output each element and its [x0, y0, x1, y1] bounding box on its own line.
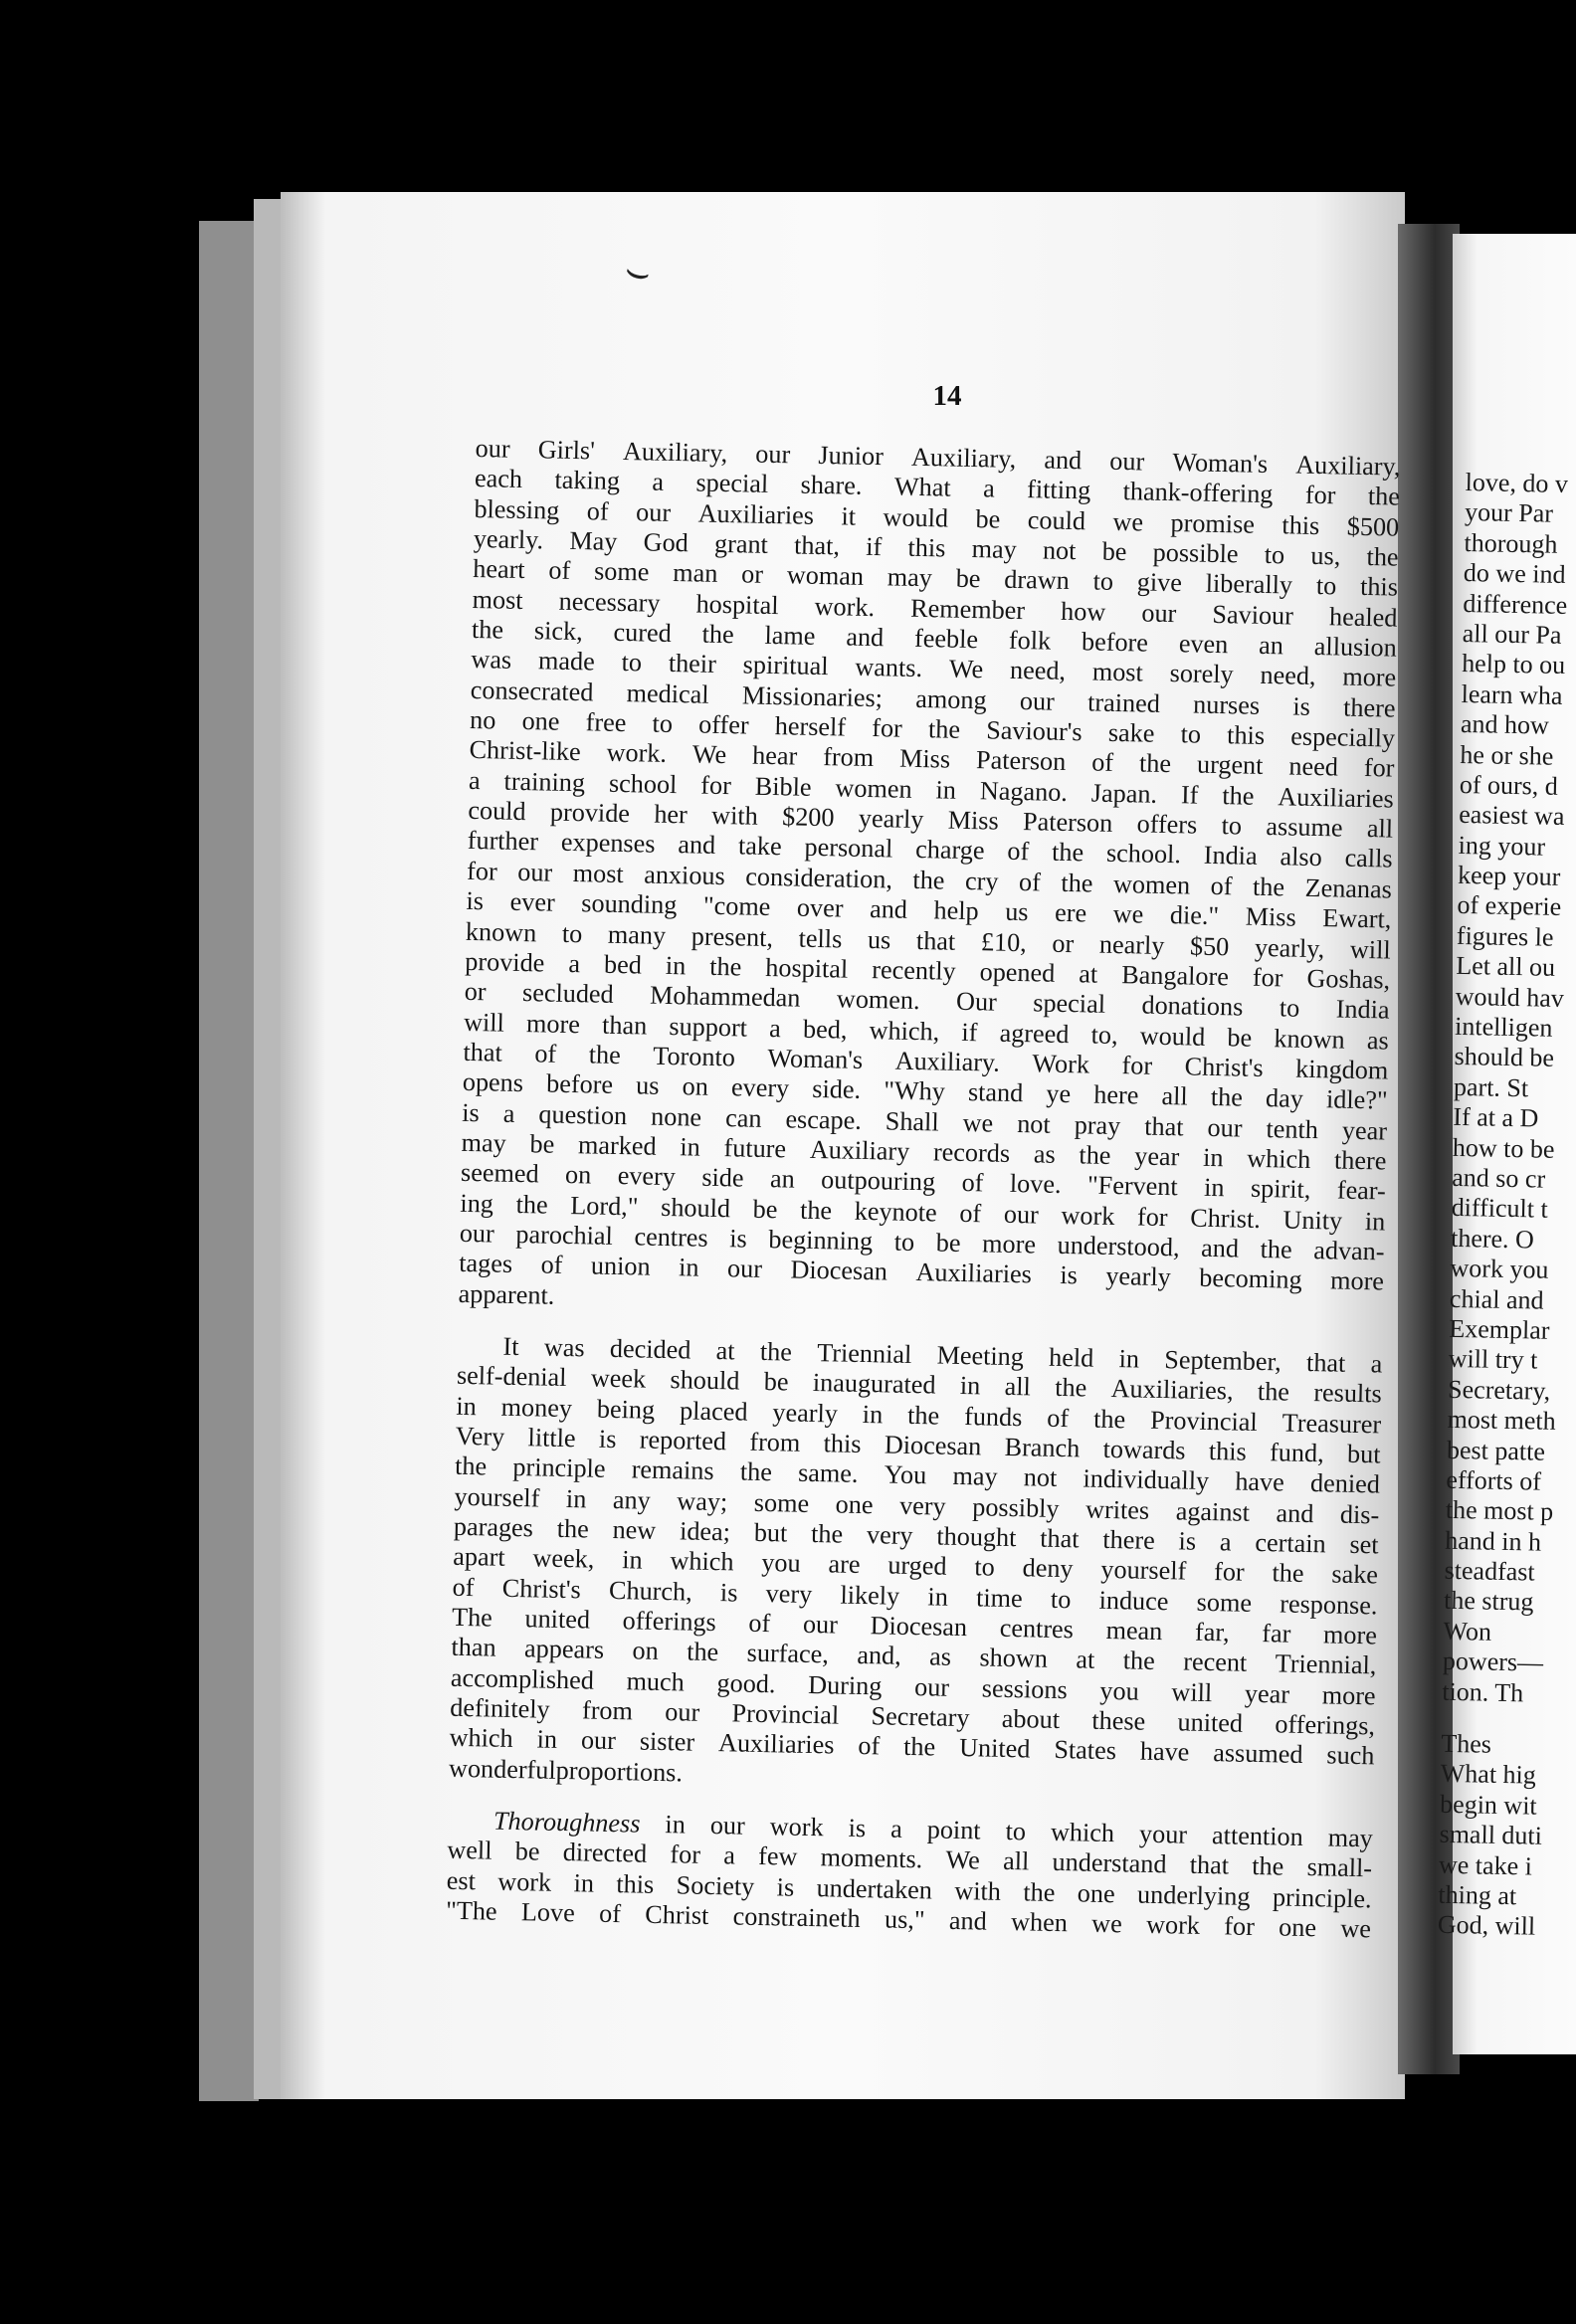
facing-page-line: Thes: [1441, 1728, 1492, 1759]
facing-page-line: Won: [1443, 1616, 1492, 1646]
text-line: our Girls' Auxiliary, our Junior Auxiliary, and our Woman's Auxiliary,: [475, 434, 1401, 482]
facing-page-line: keep your: [1457, 861, 1561, 891]
text-line: accomplished much good. During our sessions you will year more: [450, 1662, 1376, 1711]
facing-page-line: best patte: [1446, 1435, 1546, 1466]
text-line: a training school for Bible women in Nagano. Japan. If the Auxiliaries: [468, 765, 1395, 814]
page-body-text: [446, 434, 1401, 1945]
text-line: is ever sounding "come over and help us ere we die." Miss Ewart,: [466, 886, 1392, 934]
facing-page-line: should be: [1454, 1042, 1555, 1073]
page-stack-edge: [199, 221, 259, 2101]
text-line: seemed on every side an outpouring of love. "Fervent in spirit, fear-: [460, 1158, 1387, 1206]
text-line: Very little is reported from this Diocesan Branch towards this fund, but: [455, 1421, 1381, 1469]
facing-page-line: ing your: [1458, 830, 1546, 862]
text-line: in money being placed yearly in the funds of the Provincial Treasurer: [456, 1391, 1382, 1440]
facing-page-line: thing at: [1438, 1879, 1517, 1911]
text-line: which in our sister Auxiliaries of the United States have assumed such: [449, 1723, 1375, 1771]
facing-page-line: love, do v: [1465, 468, 1569, 498]
facing-page-line: difference: [1463, 588, 1568, 620]
facing-page-line: all our Pa: [1462, 618, 1562, 650]
facing-page-line: Secretary,: [1447, 1374, 1551, 1406]
facing-page-line: the strug: [1443, 1586, 1534, 1617]
facing-page-line: intelligen: [1454, 1011, 1553, 1043]
facing-page-line: efforts of: [1446, 1464, 1542, 1496]
facing-page-line: If at a D: [1453, 1102, 1539, 1133]
text-line: our parochial centres is beginning to be more understood, and the advan-: [459, 1218, 1385, 1266]
text-line: yourself in any way; some one very possibly writes against and dis-: [454, 1481, 1380, 1530]
text-line: will more than support a bed, which, if agreed to, would be known as: [463, 1007, 1390, 1056]
facing-page-line: of ours, d: [1459, 769, 1559, 801]
text-line: for our most anxious consideration, the cry of the women of the Zenanas: [466, 856, 1393, 904]
text-line: no one free to offer herself for the Saviour's sake to this especially: [469, 705, 1396, 753]
text-line: wonderful proportions.: [448, 1753, 684, 1788]
facing-page-line: hand in h: [1445, 1525, 1542, 1557]
pencil-mark: ⌣: [619, 246, 657, 297]
text-line: further expenses and take personal charge of the school. India also calls: [467, 826, 1393, 874]
text-line: or secluded Mohammedan women. Our special donations to India: [464, 977, 1390, 1025]
facing-page-line: easiest wa: [1459, 800, 1565, 832]
text-line: It was decided at the Triennial Meeting held in September, that a: [502, 1331, 1383, 1379]
facing-page-line: would hav: [1455, 981, 1565, 1013]
text-line: yearly. May God grant that, if this may not be possible to us, the: [473, 524, 1399, 572]
text-line: well be directed for a few moments. We all understand that the small-: [447, 1836, 1373, 1883]
facing-page-line: he or she: [1460, 739, 1554, 771]
text-line: was made to their spiritual wants. We need, most sorely need, more: [471, 645, 1397, 693]
text-line: of Christ's Church, is very likely in time to induce some response.: [452, 1572, 1378, 1621]
text-line: could provide her with $200 yearly Miss Paterson offers to assume all: [468, 796, 1394, 844]
text-line: The united offerings of our Diocesan centres mean far, far more: [451, 1602, 1378, 1650]
facing-page-line: of experie: [1457, 890, 1562, 922]
text-line: the principle remains the same. You may not individually have denied: [454, 1452, 1381, 1499]
facing-page-line: begin wit: [1439, 1789, 1537, 1821]
text-line: than appears on the surface, and, as shown at the recent Triennial,: [451, 1633, 1377, 1680]
facing-page-line: difficult t: [1451, 1193, 1548, 1225]
facing-page-line: Let all ou: [1456, 951, 1556, 983]
facing-page-line: figures le: [1456, 920, 1554, 952]
facing-page-line: help to ou: [1461, 649, 1566, 680]
text-line: blessing of our Auxiliaries it would be could we promise this $500: [474, 493, 1400, 542]
facing-page-line: we take i: [1438, 1849, 1533, 1881]
text-line: opens before us on every side. "Why stand ye here all the day idle?": [462, 1067, 1388, 1115]
text-line: tages of union in our Diocesan Auxiliaries is yearly becoming more: [458, 1249, 1385, 1296]
text-line: definitely from our Provincial Secretary about these united offerings,: [450, 1692, 1376, 1741]
facing-page-line: God, will: [1437, 1910, 1536, 1941]
text-line: is a question none can escape. Shall we not pray that our tenth year: [462, 1097, 1388, 1146]
facing-page-line: there. O: [1450, 1223, 1535, 1255]
text-line: parages the new idea; but the very thought that there is a certain set: [453, 1511, 1379, 1560]
facing-page-line: do we ind: [1463, 558, 1566, 590]
facing-page-line: steadfast: [1444, 1555, 1535, 1587]
text-line: self-denial week should be inaugurated in all the Auxiliaries, the results: [456, 1361, 1383, 1409]
facing-page-line: how to be: [1452, 1132, 1555, 1164]
text-line: that of the Toronto Woman's Auxiliary. Work for Christ's kingdom: [463, 1037, 1389, 1085]
text-line: consecrated medical Missionaries; among our trained nurses is there: [470, 675, 1396, 723]
text-line: each taking a special share. What a fitting thank-offering for the: [474, 464, 1401, 511]
facing-page-line: most meth: [1447, 1404, 1556, 1437]
facing-page-line: tion. Th: [1442, 1676, 1524, 1707]
text-line: "The Love of Christ constraineth us," and when we work for one we: [445, 1895, 1372, 1944]
facing-page-line: small duti: [1439, 1819, 1543, 1850]
facing-page-line: and how: [1460, 709, 1550, 740]
facing-page-line: part. St: [1453, 1071, 1529, 1103]
text-line: may be marked in future Auxiliary records as the year in which there: [461, 1127, 1387, 1176]
text-line: est work in this Society is undertaken with the one underlying principle.: [446, 1865, 1372, 1914]
facing-page-line: and so cr: [1452, 1162, 1546, 1194]
facing-page-line: your Par: [1464, 497, 1554, 529]
text-line: known to many present, tells us that £10, or nearly $50 yearly, will: [465, 916, 1391, 965]
text-line: provide a bed in the hospital recently opened at Bangalore for Goshas,: [465, 946, 1391, 995]
facing-page-line: the most p: [1445, 1495, 1554, 1527]
text-line: the sick, cured the lame and feeble folk before even an allusion: [471, 615, 1398, 663]
text-line: Christ-like work. We hear from Miss Paterson of the urgent need for: [469, 735, 1395, 784]
text-line: ing the Lord," should be the keynote of our work for Christ. Unity in: [460, 1188, 1386, 1237]
facing-page-line: work you: [1450, 1254, 1549, 1284]
facing-page-line: [1442, 1707, 1576, 1732]
text-line: apart week, in which you are urged to deny yourself for the sake: [453, 1542, 1379, 1590]
facing-page-line: will try t: [1448, 1344, 1538, 1375]
facing-page-line: Exemplar: [1449, 1313, 1550, 1345]
facing-page-line: learn wha: [1461, 678, 1563, 710]
page-number: 14: [932, 380, 962, 412]
text-line: heart of some man or woman may be drawn to give liberally to this: [472, 554, 1399, 603]
text-line: most necessary hospital work. Remember how our Saviour healed: [472, 584, 1398, 633]
facing-page-line: powers—: [1442, 1646, 1544, 1677]
facing-page-line: What hig: [1440, 1759, 1537, 1791]
text-line: Thoroughness in our work is a point to which your attention may: [492, 1806, 1374, 1853]
facing-page-line: thorough: [1464, 527, 1558, 559]
facing-page-line: chial and: [1449, 1283, 1544, 1315]
text-line: apparent.: [458, 1278, 555, 1310]
